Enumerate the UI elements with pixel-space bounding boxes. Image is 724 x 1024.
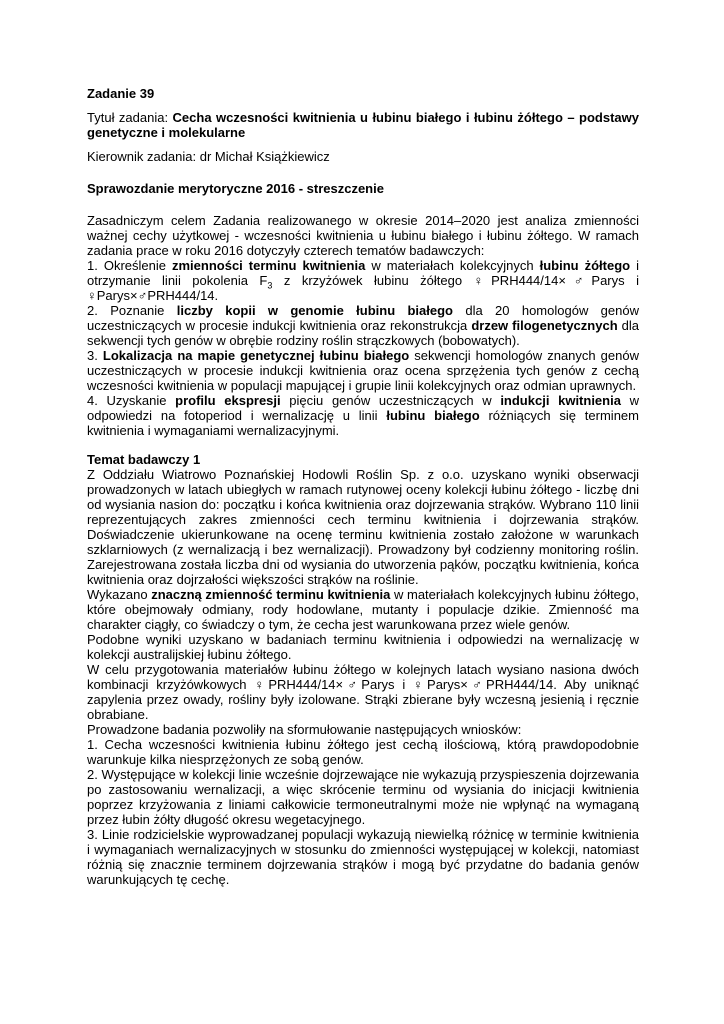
- topic-2-text-b: dla 20 homologów genów uczestniczących w procesie indukcji kwitnienia oraz rekonstrukcja: [87, 303, 639, 333]
- topic-3-bold-a: Lokalizacja na mapie genetycznej łubinu białego: [102, 348, 410, 363]
- report-heading: Sprawozdanie merytoryczne 2016 - streszczenie: [87, 181, 384, 196]
- topic-1-paragraph-3: Podobne wyniki uzyskano w badaniach terminu kwitnienia i odpowiedzi na wernalizację w kolekcji australijskiej łubinu żółtego.: [87, 632, 639, 662]
- topic-4-text-a: 4. Uzyskanie: [87, 393, 176, 408]
- topic-2-text-a: 2. Poznanie: [87, 303, 177, 318]
- task-number: Zadanie 39: [87, 86, 155, 101]
- topic-3-text-b: sekwencji homologów znanych genów uczestniczących w procesie indukcji kwitnienia oraz ocena sprzężenia tych genów z cechą wczesności kwitnienia w populacji mapującej i grupie linii kolekcyjnych oraz odmian uprawnych.: [87, 348, 639, 393]
- topic-item-1: [87, 258, 639, 303]
- topic-1-bold-a: zmienności terminu kwitnienia: [172, 258, 366, 273]
- topic-4-bold-a: profilu ekspresji: [175, 393, 281, 408]
- topic-4-bold-b: indukcji kwitnienia: [500, 393, 621, 408]
- topic-1-paragraph-1: Z Oddziału Wiatrowo Poznańskiej Hodowli Roślin Sp. z o.o. uzyskano wyniki obserwacji prowadzonych w latach ubiegłych w ramach rutynowej oceny kolekcji łubinu żółtego - liczbę dni od wysiania nasion do: początku i końca kwitnienia oraz dojrzewania strąków. Wybrano 110 linii reprezentujących zakres zmienności cech terminu kwitnienia i dojrzewania strąków. Doświadczenie ukierunkowane na ocenę terminu kwitnienia zostało założone w warunkach szklarniowych (z wernalizacją i bez wernalizacji). Prowadzony był codzienny monitoring roślin. Zarejestrowana została liczba dni od wysiania do utworzenia pąków, początku kwitnienia, końca kwitnienia oraz dojrzałości większości strąków na roślinie.: [87, 467, 639, 587]
- topic-item-4: [87, 393, 639, 438]
- p2-text-a: Wykazano: [87, 587, 152, 602]
- topic-1-text-a: 1. Określenie: [87, 258, 172, 273]
- topic-item-3: [87, 348, 639, 393]
- topic-1-paragraph-4: W celu przygotowania materiałów łubinu żółtego w kolejnych latach wysiano nasiona dwóch kombinacji krzyżówkowych ♀PRH444/14×♂Parys i ♀Parys×♂PRH444/14. Aby uniknąć zapylenia przez owady, rośliny były izolowane. Strąki zbierane były wczesną jesienią i ręcznie obrabiane.: [87, 662, 639, 722]
- topic-4-text-b: pięciu genów uczestniczących w: [280, 393, 501, 408]
- conclusion-3: 3. Linie rodzicielskie wyprowadzanej populacji wykazują niewielką różnicę w terminie kwitnienia i wymaganiach wernalizacyjnych w stosunku do zmienności występującej w kolekcji, natomiast różnią się znacznie terminem dojrzewania strąków i mogą być przydatne do badania genów warunkujących tę cechę.: [87, 827, 639, 887]
- topic-2-bold-b: drzew filogenetycznych: [471, 318, 618, 333]
- p2-bold: znaczną zmienność terminu kwitnienia: [151, 587, 391, 602]
- p2-text-b: w materiałach kolekcyjnych łubinu żółtego, które obejmowały odmiany, rody hodowlane, mutanty i populacje dzikie. Zmienność ma charakter ciągły, co świadczy o tym, że cecha jest warunkowana przez wiele genów.: [87, 587, 639, 632]
- topic-4-text-d: różniących się terminem kwitnienia i wymaganiami wernalizacyjnymi.: [87, 408, 639, 438]
- topic-item-2: [87, 303, 639, 348]
- task-title-text: Cecha wczesności kwitnienia u łubinu białego i łubinu żółtego – podstawy genetyczne i molekularne: [87, 110, 639, 140]
- topic-2-bold-a: liczby kopii w genomie łubinu białego: [176, 303, 453, 318]
- topic-1-text-c: i otrzymanie linii pokolenia F: [87, 258, 640, 288]
- topic-1-text-d: z krzyżówek łubinu żółtego ♀PRH444/14×♂Parys i ♀Parys×♂PRH444/14.: [87, 273, 639, 303]
- section-gap: [87, 438, 639, 452]
- topic-2-text-c: dla sekwencji tych genów w obrębie rodziny roślin strączkowych (bobowatych).: [87, 318, 640, 348]
- topic-1-heading: Temat badawczy 1: [87, 452, 201, 467]
- intro-paragraph: Zasadniczym celem Zadania realizowanego w okresie 2014–2020 jest analiza zmienności ważnej cechy użytkowej - wczesności kwitnienia u łubinu białego i łubinu żółtego. W ramach zadania prace w roku 2016 dotyczyły czterech tematów badawczych:: [87, 213, 639, 258]
- generation-subscript: 3: [267, 280, 273, 291]
- topic-4-text-c: w odpowiedzi na fotoperiod i wernalizację u linii: [87, 393, 640, 423]
- topic-1-paragraph-2: [87, 587, 639, 632]
- conclusion-2: 2. Występujące w kolekcji linie wcześnie dojrzewające nie wykazują przyspieszenia dojrzewania po zastosowaniu wernalizacji, a więc skrócenie terminu od wysiania do inicjacji kwitnienia poprzez krzyżowania z liniami całkowicie termoneutralnymi może nie wpłynąć na wymaganą przez łubin żółty długość okresu wegetacyjnego.: [87, 767, 639, 827]
- topic-4-bold-c: łubinu białego: [386, 408, 480, 423]
- topic-1-bold-b: łubinu żółtego: [539, 258, 631, 273]
- task-title: [87, 110, 639, 140]
- topic-3-text-a: 3.: [87, 348, 103, 363]
- task-title-label: Tytuł zadania:: [87, 110, 173, 125]
- task-leader: Kierownik zadania: dr Michał Książkiewicz: [87, 149, 330, 164]
- conclusion-1: 1. Cecha wczesności kwitnienia łubinu żółtego jest cechą ilościową, którą prawdopodobnie warunkuje kilka niesprzężonych ze sobą genów.: [87, 737, 639, 767]
- topic-1-text-b: w materiałach kolekcyjnych: [365, 258, 540, 273]
- topic-1-paragraph-5: Prowadzone badania pozwoliły na sformułowanie następujących wniosków:: [87, 722, 522, 737]
